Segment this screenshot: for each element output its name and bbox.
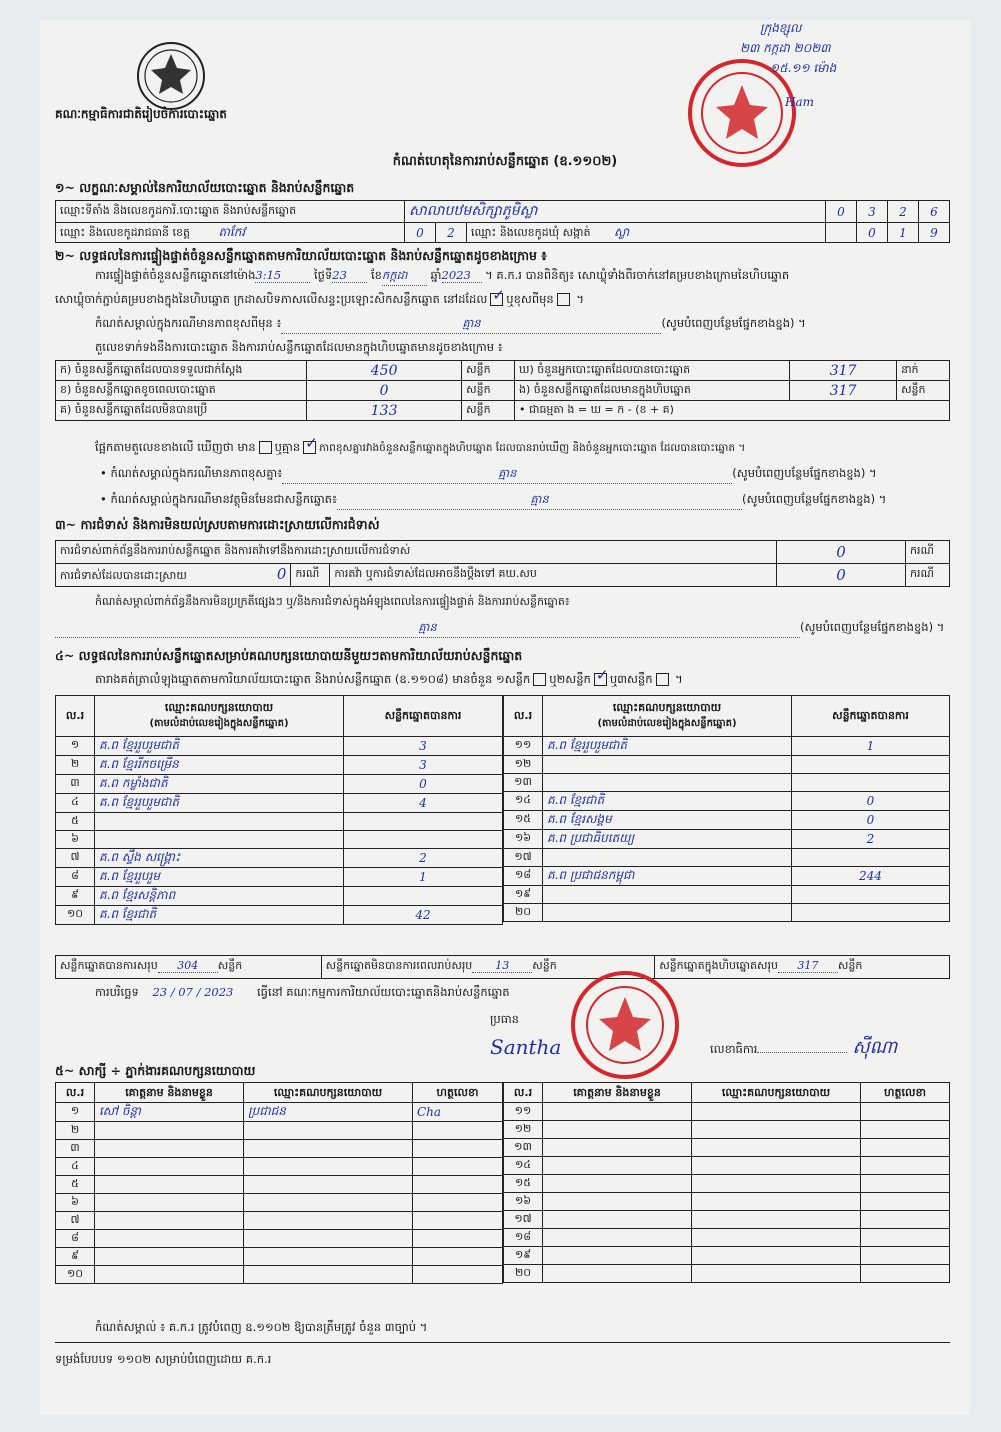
unit-person: នាក់	[897, 361, 950, 381]
vote-count	[792, 774, 950, 792]
table-row	[56, 775, 503, 794]
received-value: 450	[307, 361, 462, 381]
row-number: ៨	[56, 1230, 95, 1248]
witness-party	[692, 1175, 861, 1193]
row-number: ១	[56, 1103, 95, 1122]
witness-signature	[861, 1103, 950, 1121]
commune-code-1: 0	[857, 223, 888, 243]
witness-signature	[861, 1247, 950, 1265]
date-line: ការបរិច្ឆេទ 23 / 07 / 2023 ធ្វើនៅ គណៈកម្មការការិយាល័យបោះឆ្នោតនិងរាប់សន្លឹកឆ្នោត	[95, 985, 510, 999]
row-number: ១៤	[504, 1157, 543, 1175]
col-votes: សន្លឹកឆ្នោតបានការ	[344, 696, 503, 737]
witness-signature	[413, 1248, 503, 1266]
table-row	[56, 1140, 503, 1158]
witness-name	[543, 1229, 692, 1247]
vote-count: 42	[344, 906, 503, 925]
case-unit-2: ករណី	[291, 564, 330, 587]
committee-stamp-icon	[565, 965, 685, 1085]
province-value: តាកែវ	[218, 224, 246, 239]
row-number: ៣	[56, 1140, 95, 1158]
stamp-note-4: Ham	[785, 95, 814, 109]
vote-count	[792, 904, 950, 922]
witness-signature	[861, 1211, 950, 1229]
witness-party	[692, 1247, 861, 1265]
witness-party	[692, 1121, 861, 1139]
col-party: ឈ្មោះគណបក្សនយោបាយ (តាមលំដាប់លេខរៀងក្នុងសន្លឹកឆ្នោត)	[95, 696, 344, 737]
row-number: ៨	[56, 868, 95, 887]
objection-note-value: គ្មាន	[418, 620, 437, 634]
witness-party	[692, 1265, 861, 1283]
row-number: ១៤	[504, 792, 543, 811]
table-row	[504, 737, 950, 756]
table-row	[504, 1103, 950, 1121]
objection-label: ការជំទាស់ពាក់ព័ន្ធនឹងការរាប់សន្លឹកឆ្នោត និងការតវ៉ាទៅនឹងការដោះស្រាយលើការជំទាស់	[56, 541, 777, 564]
total-invalid: សន្លឹកឆ្នោតមិនបានការពេលរាប់សរុប 13 សន្លឹក	[321, 956, 655, 979]
table-row	[504, 886, 950, 904]
table-row	[56, 1212, 503, 1230]
witness-signature	[413, 1140, 503, 1158]
party-name	[95, 831, 344, 849]
witness-name	[543, 1139, 692, 1157]
in-box-value: 317	[790, 381, 897, 401]
row-number: ១១	[504, 737, 543, 756]
three-sheet-checkbox[interactable]	[656, 673, 669, 686]
footer-text: ទម្រង់បែបបទ ១១០២ សម្រាប់បំពេញដោយ គ.ក.រ	[55, 1352, 272, 1366]
totals-table	[55, 955, 950, 979]
witness-party	[244, 1248, 413, 1266]
no-discrepancy-checkbox[interactable]	[303, 441, 316, 454]
witness-signature	[861, 1157, 950, 1175]
objection-note-line: គ្មាន (សូមបំពេញបន្ថែមផ្នែកខាងខ្នង) ។	[55, 620, 944, 638]
appeal-value: 0	[777, 564, 906, 587]
table-row	[56, 1158, 503, 1176]
changed-checkbox[interactable]	[557, 293, 570, 306]
footnote: កំណត់សម្គាល់ ៖ គ.ក.រ ត្រូវបំពេញ ឧ.១១០២ ឱ្យបានត្រឹមត្រូវ ចំនួន ៣ច្បាប់ ។	[95, 1320, 428, 1334]
witness-name	[543, 1193, 692, 1211]
table-row	[504, 756, 950, 774]
vote-count: 1	[344, 868, 503, 887]
change-note-line: កំណត់សម្គាល់ក្នុងករណីមានភាពខុសពីមុន ៖ គ្មាន (សូមបំពេញបន្ថែមផ្នែកខាងខ្នង) ។	[95, 316, 806, 334]
witness-party	[692, 1103, 861, 1121]
unit-ballot-e: សន្លឹក	[897, 381, 950, 401]
emblem-logo-icon	[135, 40, 207, 112]
votes-table-right	[503, 695, 950, 922]
witness-party	[244, 1176, 413, 1194]
witness-name	[95, 1230, 244, 1248]
table-row	[56, 1122, 503, 1140]
table-row	[56, 794, 503, 813]
witness-party: ប្រជាជន	[244, 1103, 413, 1122]
witness-name	[543, 1211, 692, 1229]
organization-name: គណៈកម្មាធិការជាតិរៀបចំការបោះឆ្នោត	[55, 107, 227, 121]
form-page	[40, 20, 970, 1415]
vote-count: 3	[344, 756, 503, 775]
table-row	[56, 756, 503, 775]
table-row	[56, 1248, 503, 1266]
witness-signature	[413, 1194, 503, 1212]
chair-signature: Santha	[490, 1035, 562, 1059]
col-no: ល.រ	[504, 1083, 543, 1103]
resolved-label: ការជំទាស់ដែលបានដោះស្រាយ 0	[56, 564, 291, 587]
done-date: 23 / 07 / 2023	[152, 985, 234, 999]
table-row	[504, 1157, 950, 1175]
witness-name	[95, 1122, 244, 1140]
table-row	[504, 830, 950, 849]
has-discrepancy-checkbox[interactable]	[259, 441, 272, 454]
total-box: សន្លឹកឆ្នោតក្នុងហិបឆ្នោតសរុប 317 សន្លឹក	[655, 956, 950, 979]
witness-signature	[413, 1266, 503, 1284]
table-row	[504, 1229, 950, 1247]
col-name: គោត្តនាម និងនាមខ្លួន	[543, 1083, 692, 1103]
row-number: ១០	[56, 1266, 95, 1284]
stamp-note-1: ក្រុងខ្សុល	[760, 21, 802, 35]
witness-party	[692, 1139, 861, 1157]
row-number: ៤	[56, 1158, 95, 1176]
party-name	[543, 886, 792, 904]
vote-count	[792, 849, 950, 867]
witness-name	[95, 1266, 244, 1284]
vote-count: 244	[792, 867, 950, 886]
objection-note-label: កំណត់សម្គាល់ពាក់ព័ន្ធនឹងការមិនប្រក្រតីផ្សេងៗ ឬ/និងការជំទាស់ក្នុងអំឡុងពេលនៃការផ្ទៀងផ្ទាត់ និងការរាប់សន្លឹកឆ្នោត៖	[95, 595, 570, 608]
party-name	[543, 849, 792, 867]
row-number: ១៧	[504, 849, 543, 867]
table-row	[56, 1103, 503, 1122]
verify-line-1: ការផ្ទៀងផ្ទាត់ចំនួនសន្លឹកឆ្នោតនៅម៉ោង3:15 ថ្ងៃទី23 ខែកក្កដា ឆ្នាំ2023 ។ គ.ក.រ បានពិនិត្យ៖ សោឃ្លុំទាំងពីរចាក់នៅគម្របខាងក្រោមនៃហិបឆ្នោត	[95, 268, 789, 286]
one-sheet-checkbox[interactable]	[533, 673, 546, 686]
witness-signature	[413, 1230, 503, 1248]
party-name	[543, 774, 792, 792]
witness-party	[692, 1229, 861, 1247]
table-row	[504, 904, 950, 922]
table-row	[504, 774, 950, 792]
voters-label: ឃ) ចំនួនអ្នកបោះឆ្នោតដែលបានបោះឆ្នោត	[514, 361, 789, 381]
row-number: ១១	[504, 1103, 543, 1121]
province-code-2: 2	[436, 223, 467, 243]
table-row	[504, 792, 950, 811]
witness-signature	[861, 1229, 950, 1247]
suspect-note-line: • កំណត់សម្គាល់ក្នុងករណីមានវត្ថុមិនមែនជាសន្លឹកឆ្នោត៖ គ្មាន (សូមបំពេញបន្ថែមផ្នែកខាងខ្នង) ។	[100, 492, 886, 510]
row-number: ១៨	[504, 1229, 543, 1247]
month-value: កក្កដា	[382, 268, 427, 286]
witness-name	[95, 1158, 244, 1176]
vote-count	[344, 831, 503, 849]
witness-party	[244, 1194, 413, 1212]
total-box-value: 317	[778, 959, 838, 973]
witness-party	[244, 1266, 413, 1284]
party-name: គ.ព ខ្មែរជាតិ	[95, 906, 344, 925]
party-name: គ.ព ខ្មែររួបរួមជាតិ	[95, 794, 344, 813]
total-valid-value: 304	[158, 959, 218, 973]
votes-table-left	[55, 695, 503, 925]
table-row	[504, 1139, 950, 1157]
footer-divider	[55, 1342, 950, 1343]
case-unit-3: ករណី	[906, 564, 950, 587]
row-number: ១៩	[504, 886, 543, 904]
appeal-label: ការតវ៉ា ឬការជំទាស់ដែលអាចនឹងប្តឹងទៅ គឃ.សប	[330, 564, 777, 587]
party-name: គ.ព ខ្មែររីកចម្រើន	[95, 756, 344, 775]
change-note-value: គ្មាន	[462, 316, 481, 330]
witness-table-right	[503, 1082, 950, 1283]
objections-table	[55, 540, 950, 587]
table-row	[504, 867, 950, 886]
chair-label: ប្រធាន	[490, 1012, 519, 1026]
row-number: ៣	[56, 775, 95, 794]
diff-note-line: • កំណត់សម្គាល់ក្នុងករណីមានភាពខុសគ្នា៖ គ្មាន (សូមបំពេញបន្ថែមផ្នែកខាងខ្នង) ។	[100, 466, 877, 484]
row-number: ១៥	[504, 811, 543, 830]
province-code-1: 0	[405, 223, 436, 243]
party-name: គ.ព ខ្មែរសង្គម	[543, 811, 792, 830]
witness-name	[543, 1121, 692, 1139]
witness-signature: Cha	[413, 1103, 503, 1122]
witness-signature	[413, 1158, 503, 1176]
in-box-label: ង) ចំនួនសន្លឹកឆ្នោតដែលមានក្នុងហិបឆ្នោត	[514, 381, 789, 401]
party-name: គ.ព ខ្មែររួបរួមជាតិ	[543, 737, 792, 756]
row-number: ១២	[504, 1121, 543, 1139]
party-name: គ.ព ប្រជាធិបតេយ្យ	[543, 830, 792, 849]
commune-value: ស្លា	[614, 224, 630, 239]
unused-value: 133	[307, 401, 462, 421]
table-row	[504, 811, 950, 830]
col-party: ឈ្មោះគណបក្សនយោបាយ (តាមលំដាប់លេខរៀងក្នុងសន្លឹកឆ្នោត)	[543, 696, 792, 737]
objection-value: 0	[777, 541, 906, 564]
row-number: ២០	[504, 1265, 543, 1283]
two-sheet-checkbox[interactable]	[594, 673, 607, 686]
witness-party	[692, 1193, 861, 1211]
table-row	[504, 1247, 950, 1265]
witness-signature	[861, 1193, 950, 1211]
location-code-3: 2	[888, 201, 919, 223]
unit-ballot-c: សន្លឹក	[462, 401, 515, 421]
row-number: ៦	[56, 1194, 95, 1212]
col-votes: សន្លឹកឆ្នោតបានការ	[792, 696, 950, 737]
received-label: ក) ចំនួនសន្លឹកឆ្នោតដែលបានទទួលជាក់ស្តែង	[56, 361, 307, 381]
unit-ballot-b: សន្លឹក	[462, 381, 515, 401]
row-number: ១៣	[504, 1139, 543, 1157]
witness-party	[692, 1157, 861, 1175]
col-sign: ហត្ថលេខា	[413, 1083, 503, 1103]
row-number: ១៥	[504, 1175, 543, 1193]
table-row	[56, 737, 503, 756]
witness-name	[95, 1176, 244, 1194]
suspect-note-value: គ្មាន	[530, 492, 549, 506]
section1-heading: ១~ លក្ខណៈសម្គាល់នៃការិយាល័យបោះឆ្នោត និងរាប់សន្លឹកឆ្នោត	[55, 180, 355, 195]
row-number: ៩	[56, 887, 95, 906]
section2-heading: ២~ លទ្ធផលនៃការផ្ទៀងផ្ទាត់ចំនួនសន្លឹកឆ្នោតតាមការិយាល័យបោះឆ្នោត និងរាប់សន្លឹកឆ្នោតដូចខាងក្រោម ៖	[55, 248, 547, 263]
table-row	[504, 1265, 950, 1283]
commune-code-2: 1	[888, 223, 919, 243]
form-title: កំណត់ហេតុនៃការរាប់សន្លឹកឆ្នោត (ឧ.១១០២)	[392, 154, 618, 169]
table-row	[56, 887, 503, 906]
vote-count: 0	[792, 792, 950, 811]
table-row	[504, 1211, 950, 1229]
row-number: ៧	[56, 849, 95, 868]
tally-sheet-line: តារាងគត់ត្រាលំឡុងឆ្នោតតាមការិយាល័យបោះឆ្នោត និងរាប់សន្លឹកឆ្នោត (ឧ.១១០៨) មានចំនួន ១សន្លឹក ឬ២សន្លឹក✓ ឬ៣សន្លឹក ។	[95, 672, 683, 689]
vote-count	[792, 756, 950, 774]
location-code-4: 6	[919, 201, 950, 223]
party-name: គ.ព ខ្មែររួបរួមជាតិ	[95, 737, 344, 756]
section3-heading: ៣~ ការជំទាស់ និងការមិនយល់ស្របតាមការដោះស្រាយលើការជំទាស់	[55, 517, 380, 532]
row-number: ២០	[504, 904, 543, 922]
witness-name	[543, 1103, 692, 1121]
party-name	[543, 904, 792, 922]
commune-label: ឈ្មោះ និងលេខកូដឃុំ សង្កាត់ ស្លា	[467, 223, 826, 243]
row-number: ៥	[56, 1176, 95, 1194]
party-name: គ.ព ខ្មែរសន្តិភាព	[95, 887, 344, 906]
witness-party	[244, 1230, 413, 1248]
witness-signature	[861, 1121, 950, 1139]
table-row	[56, 1194, 503, 1212]
spoiled-value: 0	[307, 381, 462, 401]
commune-code-3: 9	[919, 223, 950, 243]
col-party: ឈ្មោះគណបក្សនយោបាយ	[692, 1083, 861, 1103]
row-number: ២	[56, 756, 95, 775]
table-row	[56, 849, 503, 868]
col-no: ល.រ	[56, 1083, 95, 1103]
witness-party	[244, 1140, 413, 1158]
vote-count: 1	[792, 737, 950, 756]
witness-signature	[861, 1265, 950, 1283]
party-name: គ.ព ប្រជាជនកម្ពុជា	[543, 867, 792, 886]
witness-party	[244, 1158, 413, 1176]
table-row	[56, 868, 503, 887]
witness-signature	[861, 1175, 950, 1193]
location-label: ឈ្មោះទីតាំង និងលេខកូដការិ.បោះឆ្នោត និងរាប់សន្លឹកឆ្នោត	[56, 201, 405, 223]
col-party: ឈ្មោះគណបក្សនយោបាយ	[244, 1083, 413, 1103]
unused-label: គ) ចំនួនសន្លឹកឆ្នោតដែលមិនបានប្រើ	[56, 401, 307, 421]
table-row	[56, 1176, 503, 1194]
section1-table	[55, 200, 950, 243]
vote-count: 0	[792, 811, 950, 830]
row-number: ៦	[56, 831, 95, 849]
table-row	[56, 831, 503, 849]
table-row	[56, 813, 503, 831]
party-name	[543, 756, 792, 774]
row-number: ៧	[56, 1212, 95, 1230]
vote-count: 2	[792, 830, 950, 849]
witness-name	[95, 1140, 244, 1158]
witness-table-left	[55, 1082, 503, 1284]
vote-count: 2	[344, 849, 503, 868]
discrepancy-line: ផ្អែកតាមតួលេខខាងលើ ឃើញថា មាន ឬគ្មាន✓ ភាពខុសគ្នារវាងចំនួនសន្លឹកឆ្នោតក្នុងហិបឆ្នោត ដែលបានរាប់ឃើញ និងចំនួនអ្នកបោះឆ្នោត ដែលបានបោះឆ្នោត ។	[95, 440, 745, 457]
unit-ballot-a: សន្លឹក	[462, 361, 515, 381]
table-row	[56, 1266, 503, 1284]
row-number: ១២	[504, 756, 543, 774]
verify-line-2: សោឃ្លុំចាក់ភ្ជាប់គម្របខាងក្នុងនៃហិបឆ្នោត ក្រដាសបិទភាសលើសន្ទះប្រឡោះសិកសន្លឹកឆ្នោត នៅដដែល✓ ឬខុសពីមុន ។	[55, 292, 584, 309]
table-row	[56, 1230, 503, 1248]
section5-heading: ៥~ សាក្សី ÷ ភ្នាក់ងារគណបក្សនយោបាយ	[55, 1063, 256, 1078]
secretary-signature: ស៊ីណា	[852, 1037, 898, 1058]
diff-note-value: គ្មាន	[498, 466, 517, 480]
row-number: ១	[56, 737, 95, 756]
voters-value: 317	[790, 361, 897, 381]
witness-signature	[413, 1122, 503, 1140]
secretary-line: លេខាធិការ ស៊ីណា	[710, 1037, 898, 1058]
witness-name	[543, 1247, 692, 1265]
total-invalid-value: 13	[472, 959, 532, 973]
row-number: ៤	[56, 794, 95, 813]
location-code-2: 3	[857, 201, 888, 223]
row-number: ១៣	[504, 774, 543, 792]
stamp-note-3: ១៥.១១ ម៉ោង	[770, 61, 837, 75]
col-sign: ហត្ថលេខា	[861, 1083, 950, 1103]
total-valid: សន្លឹកឆ្នោតបានការសរុប 304 សន្លឹក	[56, 956, 322, 979]
vote-count: 4	[344, 794, 503, 813]
witness-party	[692, 1211, 861, 1229]
location-code-1: 0	[826, 201, 857, 223]
party-name: គ.ព កម្លាំងជាតិ	[95, 775, 344, 794]
row-number: ៥	[56, 813, 95, 831]
witness-party	[244, 1122, 413, 1140]
witness-signature	[861, 1139, 950, 1157]
row-number: ១៦	[504, 830, 543, 849]
party-name: គ.ព ខ្មែរជាតិ	[543, 792, 792, 811]
witness-name	[543, 1265, 692, 1283]
row-number: ១០	[56, 906, 95, 925]
table-row	[56, 906, 503, 925]
vote-count: 3	[344, 737, 503, 756]
figures-intro: តួលេខទាក់ទងនឹងការបោះឆ្នោត និងការរាប់សន្លឹកឆ្នោតដែលមានក្នុងហិបឆ្នោតមានដូចខាងក្រោម ៖	[95, 340, 503, 354]
party-name	[95, 813, 344, 831]
section4-heading: ៤~ លទ្ធផលនៃការរាប់សន្លឹកឆ្នោតសម្រាប់គណបក្សនយោបាយនីមួយៗតាមការិយាល័យរាប់សន្លឹកឆ្នោត	[55, 648, 523, 663]
witness-party	[244, 1212, 413, 1230]
vote-count	[344, 813, 503, 831]
year-value: 2023	[442, 268, 482, 283]
time-value: 3:15	[255, 268, 310, 283]
case-unit-1: ករណី	[906, 541, 950, 564]
vote-count	[792, 886, 950, 904]
witness-name	[543, 1157, 692, 1175]
row-number: ៩	[56, 1248, 95, 1266]
stamp-note-2: ២៣ កក្កដា ២០២៣	[740, 41, 831, 55]
witness-name	[543, 1175, 692, 1193]
table-row	[504, 1193, 950, 1211]
table-row	[504, 1121, 950, 1139]
day-value: 23	[332, 268, 367, 283]
col-no: ល.រ	[504, 696, 543, 737]
resolved-value: 0	[276, 565, 287, 583]
row-number: ១៩	[504, 1247, 543, 1265]
col-name: គោត្តនាម និងនាមខ្លួន	[95, 1083, 244, 1103]
party-name: គ.ព ខ្មែររួបរួម	[95, 868, 344, 887]
row-number: ១៨	[504, 867, 543, 886]
witness-name	[95, 1194, 244, 1212]
row-number: ១៦	[504, 1193, 543, 1211]
figures-table	[55, 360, 950, 421]
vote-count: 0	[344, 775, 503, 794]
witness-signature	[413, 1212, 503, 1230]
location-value: សាលាបឋមសិក្សាភូមិស្លា	[405, 201, 826, 223]
table-row	[504, 849, 950, 867]
table-row	[504, 1175, 950, 1193]
witness-signature	[413, 1176, 503, 1194]
party-name: គ.ព ស្ទឹង សង្គ្រោះ	[95, 849, 344, 868]
witness-name	[95, 1248, 244, 1266]
province-label: ឈ្មោះ និងលេខកូដរាជធានី ខេត្ត តាកែវ	[56, 223, 405, 243]
spoiled-label: ខ) ចំនួនសន្លឹកឆ្នោតខូចពេលបោះឆ្នោត	[56, 381, 307, 401]
vote-count	[344, 887, 503, 906]
row-number: ២	[56, 1122, 95, 1140]
formula: • ជាធម្មតា ង = ឃ = ក - (ខ + គ)	[514, 401, 949, 421]
col-no: ល.រ	[56, 696, 95, 737]
witness-name	[95, 1212, 244, 1230]
row-number: ១៧	[504, 1211, 543, 1229]
witness-name: សៅ ចិន្តា	[95, 1103, 244, 1122]
same-checkbox[interactable]	[490, 293, 503, 306]
